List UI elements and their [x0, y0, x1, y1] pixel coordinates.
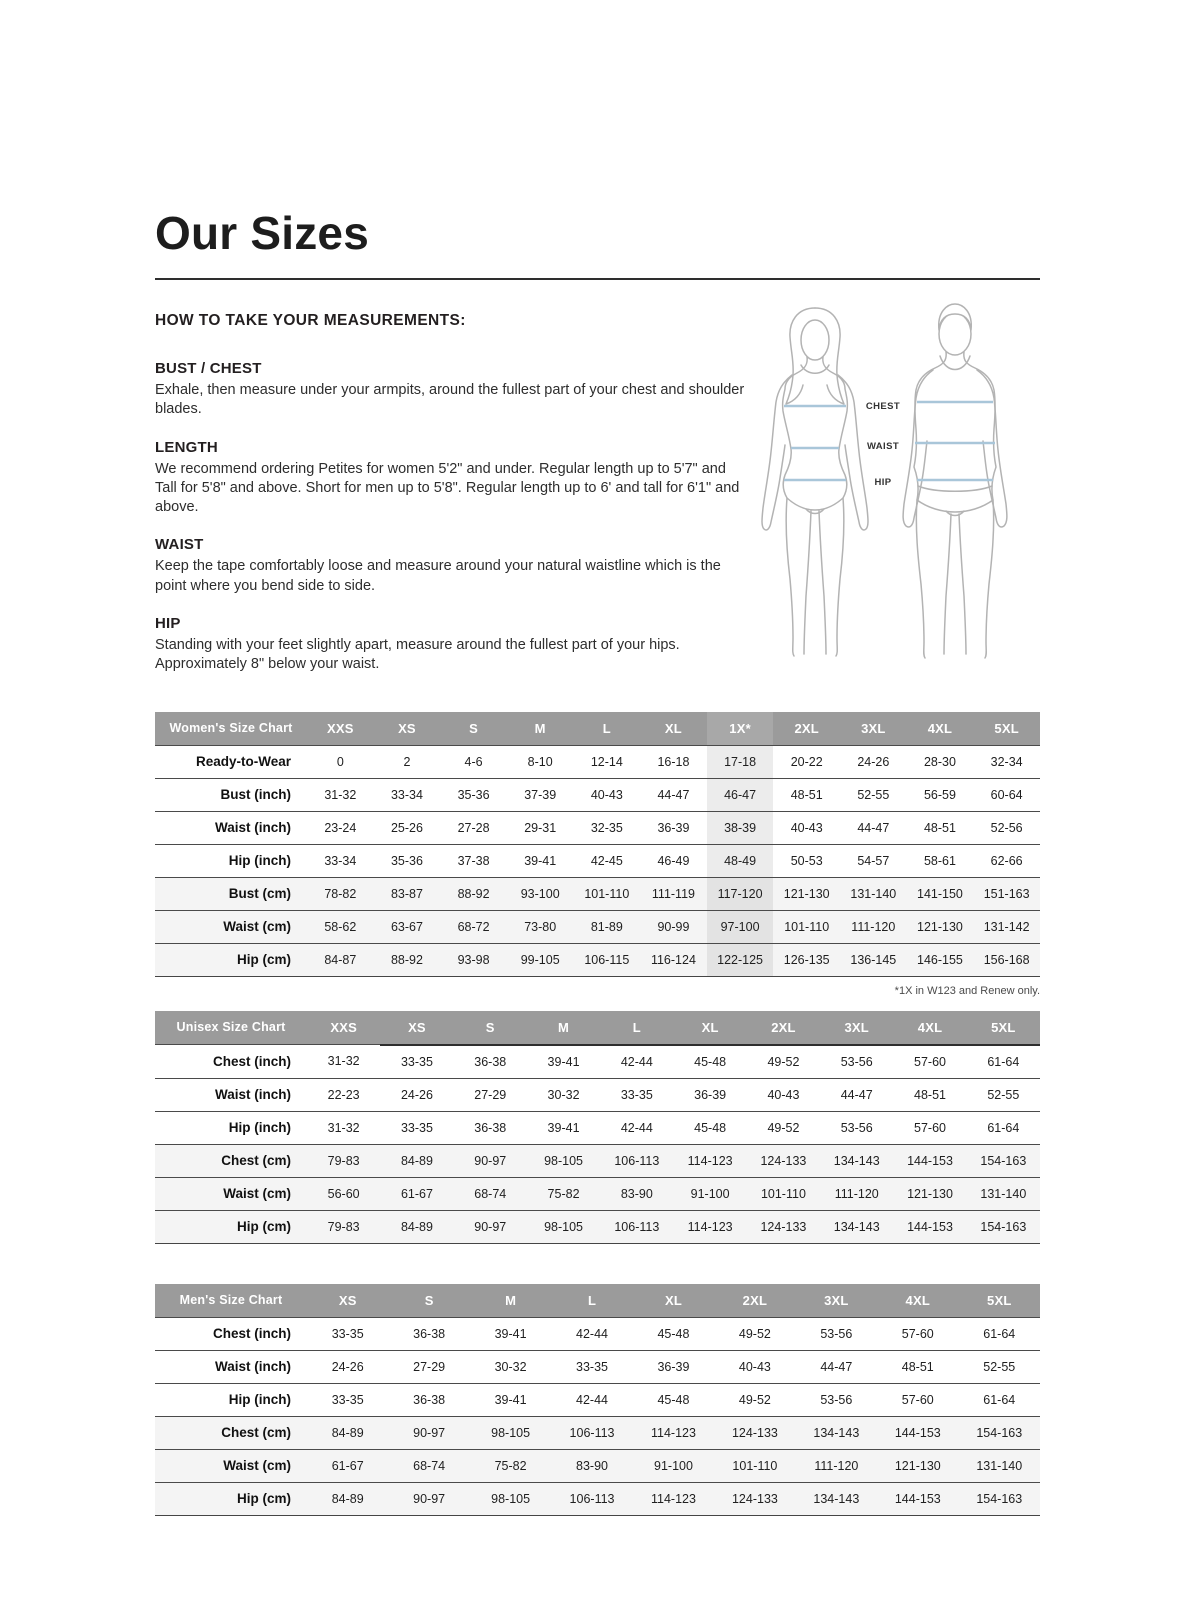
size-cell: 53-56 — [796, 1317, 877, 1350]
size-cell: 33-35 — [380, 1045, 453, 1079]
size-cell: 90-97 — [454, 1210, 527, 1243]
column-header-m: M — [470, 1284, 551, 1318]
size-cell: 48-51 — [773, 778, 840, 811]
size-cell: 46-49 — [640, 844, 707, 877]
size-cell: 24-26 — [840, 745, 907, 778]
size-cell: 61-67 — [380, 1177, 453, 1210]
table-row — [155, 1317, 1040, 1350]
size-cell: 33-35 — [380, 1111, 453, 1144]
size-cell: 83-87 — [374, 877, 441, 910]
size-cell: 30-32 — [470, 1350, 551, 1383]
size-cell: 53-56 — [820, 1045, 893, 1079]
column-header-s: S — [440, 712, 507, 746]
instruction-bust-chest — [155, 360, 750, 420]
row-label: Waist (inch) — [155, 1078, 307, 1111]
size-cell: 49-52 — [714, 1317, 795, 1350]
size-cell: 98-105 — [470, 1416, 551, 1449]
size-cell: 48-51 — [893, 1078, 966, 1111]
size-cell: 33-35 — [307, 1317, 388, 1350]
size-cell: 31-32 — [307, 778, 374, 811]
size-cell: 16-18 — [640, 745, 707, 778]
size-cell: 84-89 — [380, 1210, 453, 1243]
size-cell: 61-64 — [967, 1111, 1040, 1144]
size-cell: 124-133 — [747, 1144, 820, 1177]
size-cell: 25-26 — [374, 811, 441, 844]
size-cell: 37-38 — [440, 844, 507, 877]
size-cell: 33-35 — [600, 1078, 673, 1111]
size-cell: 42-44 — [551, 1383, 632, 1416]
column-header-xs: XS — [307, 1284, 388, 1318]
table-row — [155, 811, 1040, 844]
column-header-l: L — [551, 1284, 632, 1318]
table-header-row — [155, 712, 1040, 746]
mens-size-chart — [155, 1284, 1040, 1516]
instruction-hip — [155, 615, 750, 675]
size-cell: 154-163 — [959, 1482, 1041, 1515]
column-header-xs: XS — [380, 1011, 453, 1045]
size-cell: 31-32 — [307, 1111, 380, 1144]
column-header-3xl: 3XL — [796, 1284, 877, 1318]
instruction-body: Keep the tape comfortably loose and measure around your natural waistline which is the point where you bend side to side. — [155, 558, 721, 594]
column-header-s: S — [388, 1284, 469, 1318]
size-cell: 154-163 — [967, 1144, 1040, 1177]
size-cell: 27-28 — [440, 811, 507, 844]
size-cell: 23-24 — [307, 811, 374, 844]
size-cell: 45-48 — [673, 1111, 746, 1144]
column-header-xs: XS — [374, 712, 441, 746]
size-cell: 121-130 — [893, 1177, 966, 1210]
size-cell: 28-30 — [907, 745, 974, 778]
size-cell: 63-67 — [374, 910, 441, 943]
size-cell: 90-97 — [454, 1144, 527, 1177]
size-cell: 84-89 — [380, 1144, 453, 1177]
size-cell: 151-163 — [973, 877, 1040, 910]
size-cell: 90-97 — [388, 1482, 469, 1515]
size-cell: 144-153 — [893, 1210, 966, 1243]
table-row — [155, 778, 1040, 811]
size-cell: 75-82 — [470, 1449, 551, 1482]
size-cell: 31-32 — [307, 1045, 380, 1079]
column-header-2xl: 2XL — [714, 1284, 795, 1318]
column-header-4xl: 4XL — [877, 1284, 958, 1318]
body-measurement-figures — [750, 292, 1040, 667]
instruction-heading: WAIST — [155, 536, 204, 554]
size-cell: 56-59 — [907, 778, 974, 811]
row-label: Hip (cm) — [155, 1482, 307, 1515]
size-cell: 17-18 — [707, 745, 774, 778]
size-cell: 57-60 — [893, 1045, 966, 1079]
size-cell: 134-143 — [796, 1482, 877, 1515]
size-cell: 101-110 — [714, 1449, 795, 1482]
size-cell: 121-130 — [907, 910, 974, 943]
size-cell: 8-10 — [507, 745, 574, 778]
size-cell: 52-56 — [973, 811, 1040, 844]
size-cell: 131-140 — [967, 1177, 1040, 1210]
row-label: Bust (cm) — [155, 877, 307, 910]
table-row — [155, 1210, 1040, 1243]
size-cell: 131-142 — [973, 910, 1040, 943]
instruction-heading: BUST / CHEST — [155, 360, 262, 377]
size-cell: 131-140 — [959, 1449, 1041, 1482]
column-header-1x: 1X* — [707, 712, 774, 746]
womens-size-chart — [155, 712, 1040, 977]
size-cell: 122-125 — [707, 943, 774, 976]
table-row — [155, 1482, 1040, 1515]
size-cell: 27-29 — [454, 1078, 527, 1111]
column-header-2xl: 2XL — [747, 1011, 820, 1045]
size-cell: 20-22 — [773, 745, 840, 778]
size-cell: 32-34 — [973, 745, 1040, 778]
size-cell: 144-153 — [877, 1482, 958, 1515]
figure-label-chest: CHEST — [865, 401, 901, 412]
size-cell: 61-64 — [959, 1317, 1041, 1350]
size-cell: 124-133 — [747, 1210, 820, 1243]
size-cell: 44-47 — [640, 778, 707, 811]
size-cell: 88-92 — [374, 943, 441, 976]
size-cell: 91-100 — [633, 1449, 714, 1482]
size-cell: 61-64 — [967, 1045, 1040, 1079]
table-row — [155, 1416, 1040, 1449]
size-cell: 111-120 — [820, 1177, 893, 1210]
figure-label-hip: HIP — [874, 477, 892, 488]
row-label: Waist (cm) — [155, 1177, 307, 1210]
size-cell: 68-74 — [454, 1177, 527, 1210]
size-cell: 33-34 — [307, 844, 374, 877]
size-cell: 90-97 — [388, 1416, 469, 1449]
row-label: Chest (inch) — [155, 1317, 307, 1350]
size-cell: 121-130 — [773, 877, 840, 910]
size-cell: 42-44 — [551, 1317, 632, 1350]
female-silhouette — [762, 308, 868, 656]
size-cell: 40-43 — [574, 778, 641, 811]
size-cell: 38-39 — [707, 811, 774, 844]
size-cell: 101-110 — [747, 1177, 820, 1210]
row-label: Hip (inch) — [155, 844, 307, 877]
instruction-body: Exhale, then measure under your armpits, around the fullest part of your chest and shoulder blades. — [155, 382, 745, 418]
size-cell: 60-64 — [973, 778, 1040, 811]
column-header-3xl: 3XL — [820, 1011, 893, 1045]
size-cell: 141-150 — [907, 877, 974, 910]
row-label: Waist (cm) — [155, 910, 307, 943]
size-cell: 116-124 — [640, 943, 707, 976]
size-cell: 33-34 — [374, 778, 441, 811]
size-cell: 39-41 — [507, 844, 574, 877]
size-cell: 106-113 — [551, 1482, 632, 1515]
table-row — [155, 910, 1040, 943]
size-cell: 124-133 — [714, 1482, 795, 1515]
size-cell: 50-53 — [773, 844, 840, 877]
size-cell: 98-105 — [527, 1144, 600, 1177]
table-row — [155, 1144, 1040, 1177]
size-cell: 36-39 — [673, 1078, 746, 1111]
column-header-4xl: 4XL — [893, 1011, 966, 1045]
row-label: Bust (inch) — [155, 778, 307, 811]
size-cell: 93-100 — [507, 877, 574, 910]
title-divider — [155, 278, 1040, 280]
size-cell: 126-135 — [773, 943, 840, 976]
size-cell: 156-168 — [973, 943, 1040, 976]
size-cell: 24-26 — [307, 1350, 388, 1383]
table-header-row — [155, 1284, 1040, 1318]
male-head — [939, 313, 971, 355]
column-header-m: M — [527, 1011, 600, 1045]
size-cell: 36-38 — [388, 1383, 469, 1416]
size-cell: 91-100 — [673, 1177, 746, 1210]
size-cell: 68-72 — [440, 910, 507, 943]
table-header-row — [155, 1011, 1040, 1045]
size-cell: 61-64 — [959, 1383, 1041, 1416]
size-cell: 22-23 — [307, 1078, 380, 1111]
size-cell: 39-41 — [527, 1045, 600, 1079]
size-cell: 45-48 — [633, 1317, 714, 1350]
size-cell: 30-32 — [527, 1078, 600, 1111]
size-cell: 53-56 — [796, 1383, 877, 1416]
size-cell: 36-38 — [388, 1317, 469, 1350]
size-cell: 97-100 — [707, 910, 774, 943]
size-cell: 4-6 — [440, 745, 507, 778]
column-header-s: S — [454, 1011, 527, 1045]
size-cell: 54-57 — [840, 844, 907, 877]
size-cell: 62-66 — [973, 844, 1040, 877]
size-cell: 83-90 — [600, 1177, 673, 1210]
silhouette-diagram — [750, 292, 1040, 662]
size-cell: 36-39 — [640, 811, 707, 844]
size-cell: 106-113 — [600, 1144, 673, 1177]
size-cell: 106-115 — [574, 943, 641, 976]
table-row — [155, 1383, 1040, 1416]
row-label: Ready-to-Wear — [155, 745, 307, 778]
size-cell: 39-41 — [470, 1317, 551, 1350]
size-cell: 75-82 — [527, 1177, 600, 1210]
size-cell: 49-52 — [747, 1111, 820, 1144]
page-title: Our Sizes — [155, 207, 369, 259]
measurement-instructions — [155, 310, 750, 694]
size-cell: 0 — [307, 745, 374, 778]
female-head — [801, 320, 829, 360]
size-cell: 58-62 — [307, 910, 374, 943]
size-cell: 48-49 — [707, 844, 774, 877]
row-label: Waist (inch) — [155, 1350, 307, 1383]
size-cell: 101-110 — [574, 877, 641, 910]
column-header-l: L — [574, 712, 641, 746]
size-cell: 83-90 — [551, 1449, 632, 1482]
size-cell: 106-113 — [600, 1210, 673, 1243]
size-cell: 134-143 — [820, 1144, 893, 1177]
column-header-xl: XL — [633, 1284, 714, 1318]
size-cell: 40-43 — [747, 1078, 820, 1111]
table-row — [155, 844, 1040, 877]
column-header-3xl: 3XL — [840, 712, 907, 746]
size-cell: 73-80 — [507, 910, 574, 943]
table-row — [155, 877, 1040, 910]
instruction-waist — [155, 536, 750, 596]
size-cell: 53-56 — [820, 1111, 893, 1144]
size-cell: 12-14 — [574, 745, 641, 778]
figure-label-waist: WAIST — [866, 441, 900, 452]
instruction-heading: LENGTH — [155, 438, 218, 456]
size-cell: 79-83 — [307, 1144, 380, 1177]
column-header-5xl: 5XL — [967, 1011, 1040, 1045]
row-label: Waist (cm) — [155, 1449, 307, 1482]
size-cell: 37-39 — [507, 778, 574, 811]
size-cell: 134-143 — [820, 1210, 893, 1243]
table-title: Unisex Size Chart — [155, 1011, 307, 1045]
size-cell: 57-60 — [877, 1383, 958, 1416]
size-cell: 52-55 — [959, 1350, 1041, 1383]
size-cell: 154-163 — [959, 1416, 1041, 1449]
measurement-section — [155, 310, 1040, 694]
size-cell: 79-83 — [307, 1210, 380, 1243]
table-title: Women's Size Chart — [155, 712, 307, 746]
size-cell: 36-38 — [454, 1111, 527, 1144]
size-cell: 111-120 — [796, 1449, 877, 1482]
size-cell: 111-120 — [840, 910, 907, 943]
size-cell: 44-47 — [820, 1078, 893, 1111]
size-cell: 44-47 — [840, 811, 907, 844]
male-silhouette — [903, 304, 1007, 658]
size-cell: 44-47 — [796, 1350, 877, 1383]
size-cell: 114-123 — [633, 1482, 714, 1515]
size-cell: 57-60 — [893, 1111, 966, 1144]
column-header-5xl: 5XL — [959, 1284, 1041, 1318]
size-cell: 35-36 — [440, 778, 507, 811]
size-cell: 42-44 — [600, 1045, 673, 1079]
size-cell: 52-55 — [840, 778, 907, 811]
size-cell: 114-123 — [633, 1416, 714, 1449]
table-row — [155, 1177, 1040, 1210]
size-cell: 121-130 — [877, 1449, 958, 1482]
size-cell: 134-143 — [796, 1416, 877, 1449]
size-cell: 84-89 — [307, 1416, 388, 1449]
size-cell: 101-110 — [773, 910, 840, 943]
size-cell: 42-44 — [600, 1111, 673, 1144]
size-cell: 78-82 — [307, 877, 374, 910]
size-cell: 49-52 — [714, 1383, 795, 1416]
table-row — [155, 1449, 1040, 1482]
table-row — [155, 1045, 1040, 1079]
row-label: Chest (cm) — [155, 1144, 307, 1177]
size-cell: 33-35 — [551, 1350, 632, 1383]
size-cell: 24-26 — [380, 1078, 453, 1111]
unisex-size-chart — [155, 1011, 1040, 1244]
column-header-xxs: XXS — [307, 712, 374, 746]
instruction-body: We recommend ordering Petites for women 5'2" and under. Regular length up to 5'7" and Tall for 5'8" and above. Short for men up to 5'8". Regular length up to 6' and tall for 6'1" and above. — [155, 460, 740, 516]
row-label: Chest (cm) — [155, 1416, 307, 1449]
size-cell: 68-74 — [388, 1449, 469, 1482]
size-cell: 114-123 — [673, 1210, 746, 1243]
size-cell: 27-29 — [388, 1350, 469, 1383]
size-cell: 131-140 — [840, 877, 907, 910]
size-cell: 99-105 — [507, 943, 574, 976]
size-cell: 117-120 — [707, 877, 774, 910]
size-cell: 56-60 — [307, 1177, 380, 1210]
size-cell: 84-87 — [307, 943, 374, 976]
size-cell: 61-67 — [307, 1449, 388, 1482]
size-cell: 42-45 — [574, 844, 641, 877]
row-label: Waist (inch) — [155, 811, 307, 844]
size-cell: 88-92 — [440, 877, 507, 910]
size-cell: 98-105 — [527, 1210, 600, 1243]
size-cell: 144-153 — [893, 1144, 966, 1177]
size-cell: 124-133 — [714, 1416, 795, 1449]
size-cell: 48-51 — [877, 1350, 958, 1383]
instruction-body: Standing with your feet slightly apart, measure around the fullest part of your hips. Approximately 8" below your waist. — [155, 636, 680, 673]
size-cell: 32-35 — [574, 811, 641, 844]
size-cell: 45-48 — [673, 1045, 746, 1079]
column-header-4xl: 4XL — [907, 712, 974, 746]
row-label: Hip (cm) — [155, 943, 307, 976]
how-to-heading: HOW TO TAKE YOUR MEASUREMENTS: — [155, 312, 466, 329]
table-row — [155, 1111, 1040, 1144]
column-header-xl: XL — [640, 712, 707, 746]
size-cell: 114-123 — [673, 1144, 746, 1177]
size-cell: 40-43 — [714, 1350, 795, 1383]
row-label: Hip (cm) — [155, 1210, 307, 1243]
size-cell: 58-61 — [907, 844, 974, 877]
row-label: Chest (inch) — [155, 1045, 307, 1079]
size-cell: 36-38 — [454, 1045, 527, 1079]
size-cell: 146-155 — [907, 943, 974, 976]
size-cell: 90-99 — [640, 910, 707, 943]
size-cell: 49-52 — [747, 1045, 820, 1079]
size-cell: 106-113 — [551, 1416, 632, 1449]
column-header-2xl: 2XL — [773, 712, 840, 746]
size-cell: 33-35 — [307, 1383, 388, 1416]
womens-chart-footnote: *1X in W123 and Renew only. — [894, 984, 1040, 997]
size-cell: 36-39 — [633, 1350, 714, 1383]
table-row — [155, 943, 1040, 976]
size-cell: 98-105 — [470, 1482, 551, 1515]
row-label: Hip (inch) — [155, 1383, 307, 1416]
table-row — [155, 1350, 1040, 1383]
column-header-xl: XL — [673, 1011, 746, 1045]
size-cell: 46-47 — [707, 778, 774, 811]
size-cell: 45-48 — [633, 1383, 714, 1416]
table-row — [155, 745, 1040, 778]
size-cell: 57-60 — [877, 1317, 958, 1350]
size-cell: 84-89 — [307, 1482, 388, 1515]
row-label: Hip (inch) — [155, 1111, 307, 1144]
size-cell: 48-51 — [907, 811, 974, 844]
column-header-l: L — [600, 1011, 673, 1045]
size-cell: 136-145 — [840, 943, 907, 976]
size-cell: 111-119 — [640, 877, 707, 910]
instruction-length — [155, 439, 750, 518]
size-cell: 35-36 — [374, 844, 441, 877]
size-cell: 2 — [374, 745, 441, 778]
size-cell: 81-89 — [574, 910, 641, 943]
size-cell: 93-98 — [440, 943, 507, 976]
column-header-xxs: XXS — [307, 1011, 380, 1045]
size-cell: 39-41 — [470, 1383, 551, 1416]
column-header-m: M — [507, 712, 574, 746]
size-cell: 144-153 — [877, 1416, 958, 1449]
table-title: Men's Size Chart — [155, 1284, 307, 1318]
size-cell: 29-31 — [507, 811, 574, 844]
size-cell: 39-41 — [527, 1111, 600, 1144]
instruction-heading: HIP — [155, 614, 181, 632]
column-header-5xl: 5XL — [973, 712, 1040, 746]
size-cell: 52-55 — [967, 1078, 1040, 1111]
size-cell: 154-163 — [967, 1210, 1040, 1243]
size-cell: 40-43 — [773, 811, 840, 844]
table-row — [155, 1078, 1040, 1111]
